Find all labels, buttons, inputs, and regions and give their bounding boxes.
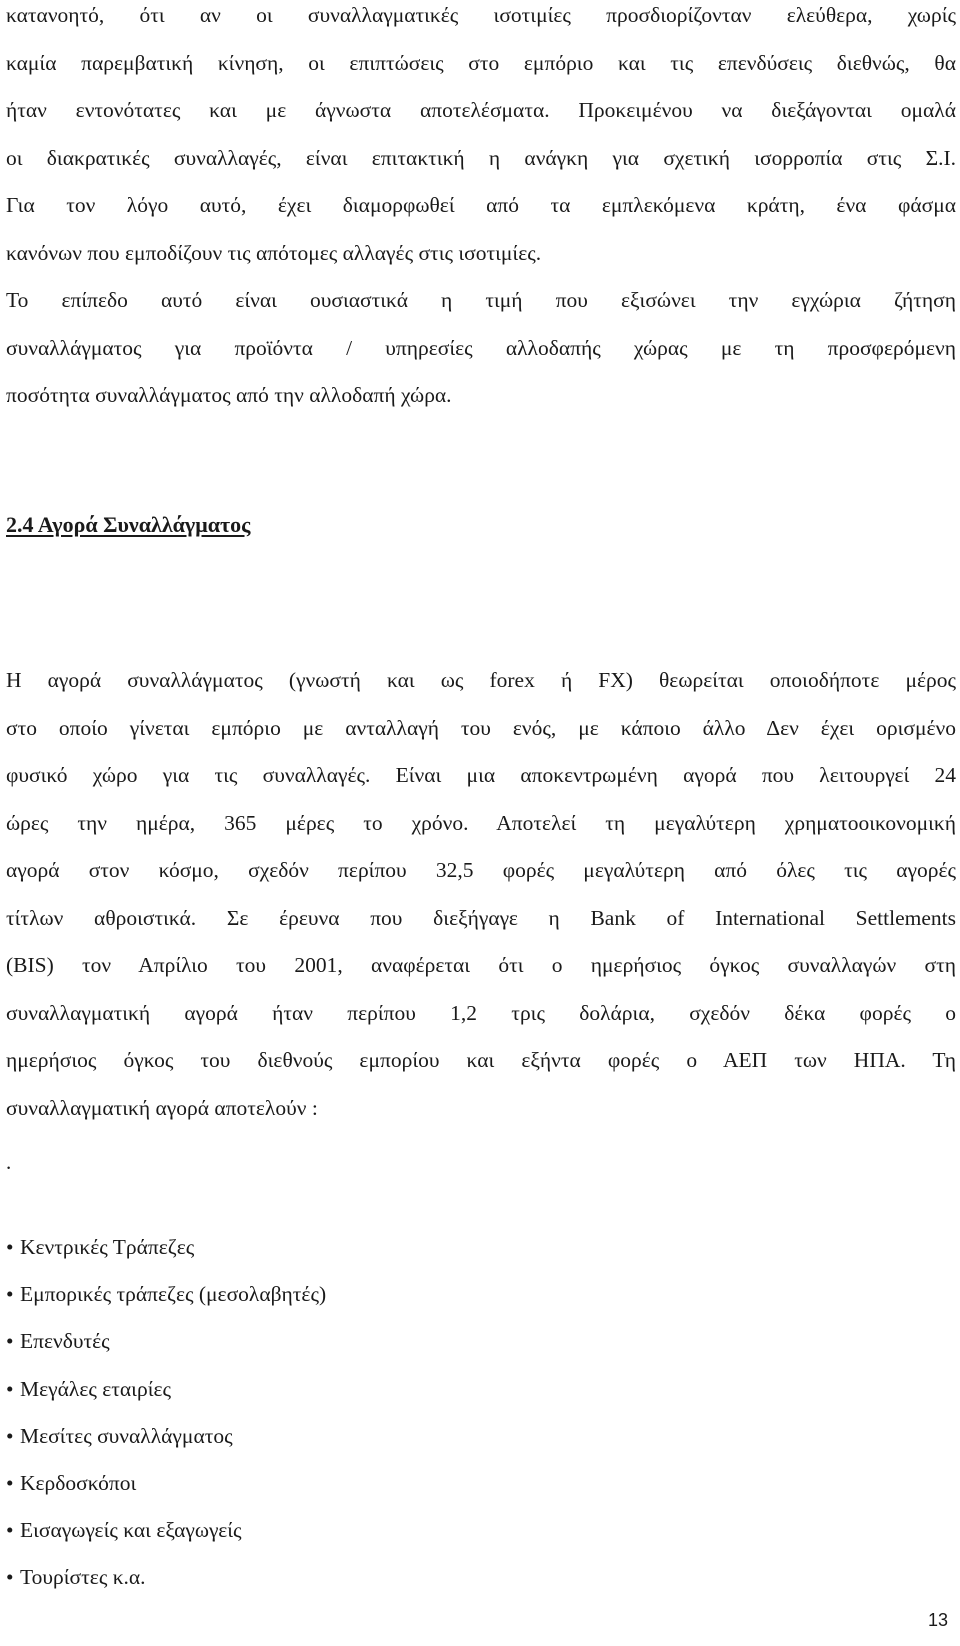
text-line: συναλλαγματική αγορά αποτελούν : <box>6 1095 318 1120</box>
bullet-icon: • <box>6 1470 14 1495</box>
list-item <box>6 1507 326 1554</box>
list-item-label: Επενδυτές <box>20 1329 110 1354</box>
text-line: Για τον λόγο αυτό, έχει διαμορφωθεί από τα εμπλεκόμενα κράτη, ένα φάσμα <box>6 193 956 217</box>
page-number: 13 <box>927 1610 948 1630</box>
text-line: τίτλων αθροιστικά. Σε έρευνα που διεξήγαγε η Bank of International Settlements <box>6 905 956 930</box>
list-item-label: Μεγάλες εταιρίες <box>20 1376 172 1401</box>
list-item <box>6 1366 326 1413</box>
bullet-icon: • <box>6 1329 14 1354</box>
stray-dot: . <box>6 1150 12 1174</box>
text-line: συναλλαγματική αγορά ήταν περίπου 1,2 τρις δολάρια, σχεδόν δέκα φορές ο <box>6 1000 956 1025</box>
bullet-icon: • <box>6 1518 14 1543</box>
list-item-label: Μεσίτες συναλλάγματος <box>20 1423 233 1448</box>
list-item-label: Κερδοσκόποι <box>20 1470 137 1495</box>
list-item <box>6 1271 326 1318</box>
text-line: ημερήσιος όγκος του διεθνούς εμπορίου και εξήντα φορές ο ΑΕΠ των ΗΠΑ. Τη <box>6 1048 956 1072</box>
list-item <box>6 1460 326 1507</box>
list-item <box>6 1224 326 1271</box>
text-line: Το επίπεδο αυτό είναι ουσιαστικά η τιμή που εξισώνει την εγχώρια ζήτηση <box>6 288 956 312</box>
text-line: συναλλάγματος για προϊόντα / υπηρεσίες αλλοδαπής χώρας με τη προσφερόμενη <box>6 335 956 360</box>
text-line: (BIS) τον Απρίλιο του 2001, αναφέρεται ότι ο ημερήσιος όγκος συναλλαγών στη <box>6 953 956 977</box>
list-item-label: Τουρίστες κ.α. <box>20 1565 146 1590</box>
list-item <box>6 1318 326 1365</box>
list-item-label: Εμπορικές τράπεζες (μεσολαβητές) <box>20 1282 327 1307</box>
paragraph-exchange-rate-stability <box>6 0 956 420</box>
list-item <box>6 1413 326 1460</box>
text-line: ώρες την ημέρα, 365 μέρες το χρόνο. Αποτελεί τη μεγαλύτερη χρηματοοικονομική <box>6 810 956 835</box>
bullet-icon: • <box>6 1235 14 1259</box>
text-line: καμία παρεμβατική κίνηση, οι επιπτώσεις στο εμπόριο και τις επενδύσεις διεθνώς, θα <box>6 50 956 75</box>
text-line: οι διακρατικές συναλλαγές, είναι επιτακτική η ανάγκη για σχετική ισορροπία στις Σ.Ι. <box>6 145 956 170</box>
text-line: κατανοητό, ότι αν οι συναλλαγματικές ισοτιμίες προσδιορίζονταν ελεύθερα, χωρίς <box>6 3 956 27</box>
paragraph-forex-market <box>6 657 956 1132</box>
text-line: κανόνων που εμποδίζουν τις απότομες αλλαγές στις ισοτιμίες. <box>6 240 542 265</box>
bullet-icon: • <box>6 1376 14 1401</box>
list-item-label: Εισαγωγείς και εξαγωγείς <box>20 1518 242 1543</box>
text-line: στο οποίο γίνεται εμπόριο με ανταλλαγή του ενός, με κάποιο άλλο Δεν έχει ορισμένο <box>6 715 956 740</box>
list-item-label: Κεντρικές Τράπεζες <box>20 1235 195 1259</box>
market-participants-list <box>6 1224 326 1602</box>
text-line: Η αγορά συναλλάγματος (γνωστή και ως forex ή FX) θεωρείται οποιοδήποτε μέρος <box>6 668 956 692</box>
bullet-icon: • <box>6 1565 14 1590</box>
text-line: αγορά στον κόσμο, σχεδόν περίπου 32,5 φορές μεγαλύτερη από όλες τις αγορές <box>6 858 956 882</box>
bullet-icon: • <box>6 1423 14 1448</box>
bullet-icon: • <box>6 1282 14 1307</box>
text-line: φυσικό χώρο για τις συναλλαγές. Είναι μια αποκεντρωμένη αγορά που λειτουργεί 24 <box>6 763 956 787</box>
text-line: ποσότητα συναλλάγματος από την αλλοδαπή χώρα. <box>6 383 452 407</box>
section-heading: 2.4 Αγορά Συναλλάγματος <box>6 512 251 537</box>
list-item <box>6 1554 326 1601</box>
text-line: ήταν εντονότατες και με άγνωστα αποτελέσματα. Προκειμένου να διεξάγονται ομαλά <box>6 98 956 122</box>
